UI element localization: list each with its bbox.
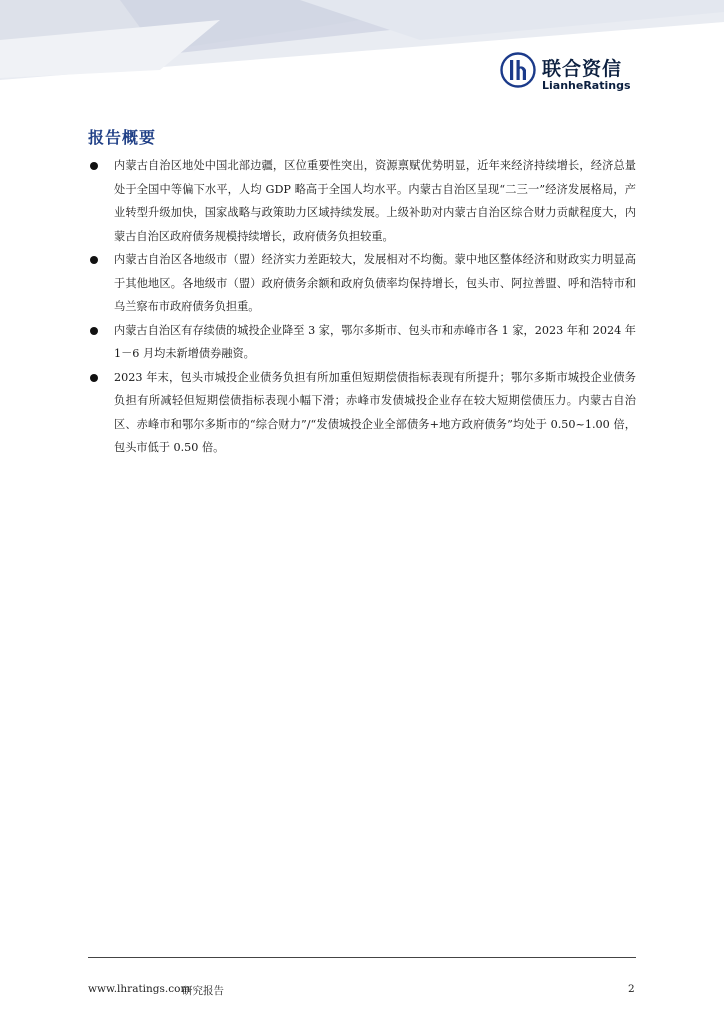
bullet-text: 内蒙古自治区有存续债的城投企业降至 3 家，鄂尔多斯市、包头市和赤峰市各 1 家，2023 年和 2024 年 1－6 月均未新增债券融资。 — [114, 323, 636, 360]
footer-website-link[interactable]: www.lhratings.com — [88, 983, 191, 995]
section-title: 报告概要 — [88, 128, 157, 147]
logo-text-en: LianheRatings — [542, 79, 631, 92]
logo-mark-icon — [500, 52, 536, 88]
bullet-dot-icon — [90, 327, 98, 335]
bullet-dot-icon — [90, 374, 98, 382]
summary-bullet — [88, 366, 636, 460]
summary-bullet — [88, 319, 636, 366]
bullet-dot-icon — [90, 162, 98, 170]
page-number: 2 — [628, 983, 635, 995]
bullet-dot-icon — [90, 256, 98, 264]
footer-doc-type: 研究报告 — [182, 985, 224, 997]
summary-bullet-list — [88, 154, 636, 460]
footer-divider — [88, 957, 636, 958]
summary-bullet — [88, 248, 636, 319]
bullet-text: 2023 年末，包头市城投企业债务负担有所加重但短期偿债指标表现有所提升；鄂尔多斯市城投企业债务负担有所减轻但短期偿债指标表现小幅下滑；赤峰市发债城投企业存在较大短期偿债压力。内蒙古自治区、赤峰市和鄂尔多斯市的“综合财力”/“发债城投企业全部债务+地方政府债务”均处于 0.50~1.00 倍，包头市低于 0.50 倍。 — [114, 370, 636, 454]
logo-text-cn: 联合资信 — [542, 58, 623, 80]
bullet-text: 内蒙古自治区地处中国北部边疆，区位重要性突出，资源禀赋优势明显，近年来经济持续增长，经济总量处于全国中等偏下水平，人均 GDP 略高于全国人均水平。内蒙古自治区呈现“二三一”经济发展格局，产业转型升级加快，国家战略与政策助力区域持续发展。上级补助对内蒙古自治区综合财力贡献程度大，内蒙古自治区政府债务规模持续增长，政府债务负担较重。 — [114, 159, 636, 243]
bullet-text: 内蒙古自治区各地级市（盟）经济实力差距较大，发展相对不均衡。蒙中地区整体经济和财政实力明显高于其他地区。各地级市（盟）政府债务余额和政府负债率均保持增长，包头市、阿拉善盟、呼和浩特市和乌兰察布市政府债务负担重。 — [114, 253, 636, 313]
company-logo — [500, 52, 640, 96]
summary-bullet — [88, 154, 636, 248]
